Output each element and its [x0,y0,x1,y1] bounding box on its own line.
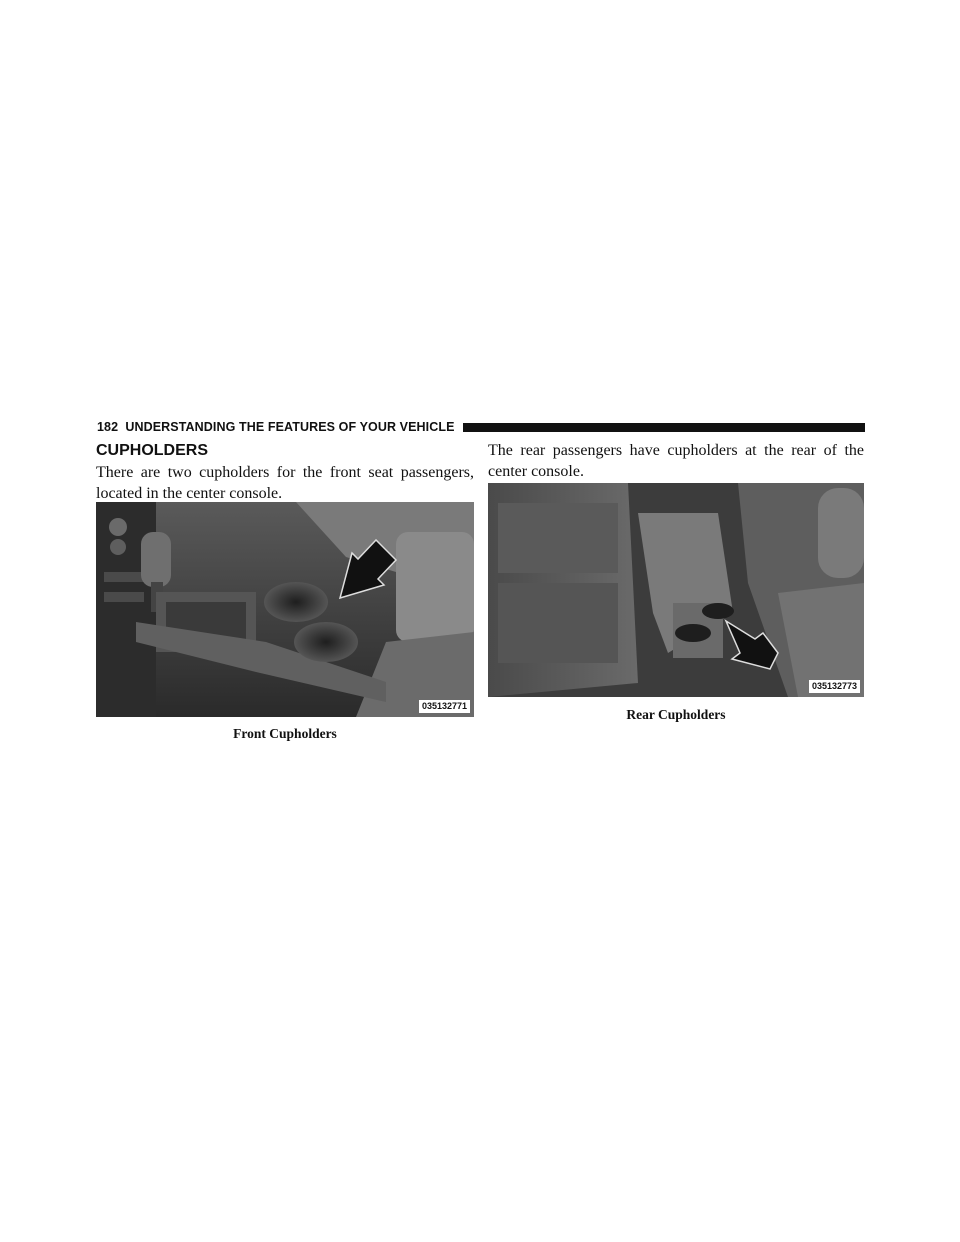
rear-cupholders-paragraph: The rear passengers have cupholders at the rear of the center console. [488,442,864,480]
front-cupholders-caption: Front Cupholders [233,726,337,741]
front-cupholders-paragraph: There are two cupholders for the front seat passengers, located in the center console. [96,464,474,502]
rear-cupholders-illustration [488,483,864,697]
section-title: CUPHOLDERS [96,442,209,459]
header-text [97,420,455,434]
running-header [97,418,865,436]
rear-cupholders-photo [488,483,864,697]
page-number: 182 [97,420,119,434]
rear-cupholders-caption: Rear Cupholders [626,707,726,722]
header-section-title: UNDERSTANDING THE FEATURES OF YOUR VEHICLE [125,420,455,434]
figure-code: 035132771 [419,700,470,713]
front-cupholders-photo [96,502,474,717]
figure-code: 035132773 [809,680,860,693]
front-cupholders-illustration [96,502,474,717]
header-rule [463,423,865,432]
